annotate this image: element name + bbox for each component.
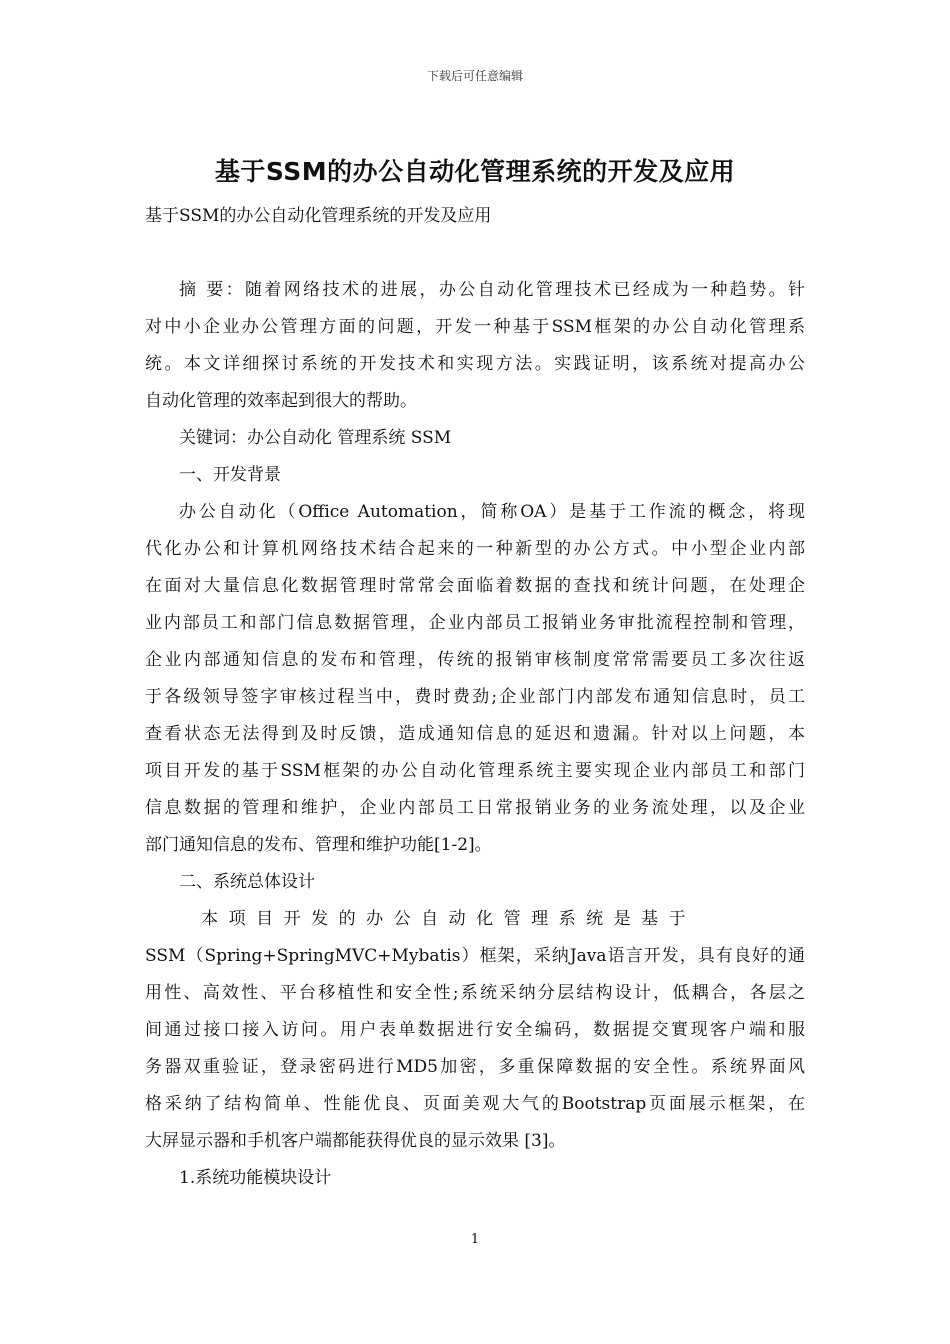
page-number: 1	[470, 1232, 480, 1247]
keywords: 关键词：办公自动化 管理系统 SSM	[179, 428, 452, 448]
header-note: 下载后可任意编辑	[426, 69, 523, 83]
abstract-line: 摘 要：随着网络技术的进展，办公自动化管理技术已经成为一种趋势。针	[179, 280, 805, 300]
paragraph-line: 大屏显示器和手机客户端都能获得优良的显示效果 [3]。	[145, 1131, 566, 1151]
design-paragraph	[145, 901, 805, 1160]
abstract-paragraph	[145, 272, 805, 420]
section-heading-background: 一、开发背景	[179, 465, 281, 485]
paragraph-line: SSM（Spring+SpringMVC+Mybatis）框架，采纳Java语言开发，具有良好的通	[145, 946, 805, 966]
paragraph-line: 代化办公和计算机网络技术结合起来的一种新型的办公方式。中小型企业内部	[145, 539, 805, 559]
subsection-heading-modules: 1.系统功能模块设计	[179, 1168, 332, 1188]
paragraph-line: 项目开发的基于SSM框架的办公自动化管理系统主要实现企业内部员工和部门	[145, 761, 805, 781]
paragraph-line: 查看状态无法得到及时反馈，造成通知信息的延迟和遗漏。针对以上问题，本	[145, 724, 805, 744]
paragraph-line: 本项目开发的办公自动化管理系统是基于	[201, 909, 697, 929]
paragraph-line: 格采纳了结构简单、性能优良、页面美观大气的Bootstrap页面展示框架，在	[145, 1094, 805, 1114]
paragraph-line: 在面对大量信息化数据管理时常常会面临着数据的查找和统计问题，在处理企	[145, 576, 805, 596]
document-subtitle: 基于SSM的办公自动化管理系统的开发及应用	[145, 206, 492, 226]
abstract-line: 统。本文详细探讨系统的开发技术和实现方法。实践证明，该系统对提高办公	[145, 354, 805, 374]
document-title: 基于SSM的办公自动化管理系统的开发及应用	[214, 157, 736, 186]
paragraph-line: 办公自动化（Office Automation，简称OA）是基于工作流的概念，将现	[179, 502, 805, 522]
paragraph-line: 于各级领导签字审核过程当中，费时费劲;企业部门内部发布通知信息时，员工	[145, 687, 805, 707]
paragraph-line: 企业内部通知信息的发布和管理，传统的报销审核制度常常需要员工多次往返	[145, 650, 805, 670]
document-body	[145, 198, 805, 1197]
paragraph-line: 间通过接口接入访问。用户表单数据进行安全编码，数据提交實现客户端和服	[145, 1020, 805, 1040]
abstract-line: 自动化管理的效率起到很大的帮助。	[145, 391, 417, 411]
paragraph-line: 部门通知信息的发布、管理和维护功能[1-2]。	[145, 835, 492, 855]
paragraph-line: 信息数据的管理和维护，企业内部员工日常报销业务的业务流处理，以及企业	[145, 798, 805, 818]
paragraph-line: 用性、高效性、平台移植性和安全性;系统采纳分层结构设计，低耦合，各层之	[145, 983, 805, 1003]
abstract-line: 对中小企业办公管理方面的问题，开发一种基于SSM框架的办公自动化管理系	[145, 317, 805, 337]
paragraph-line: 务器双重验证，登录密码进行MD5加密，多重保障数据的安全性。系统界面风	[145, 1057, 805, 1077]
section-heading-design: 二、系统总体设计	[179, 872, 315, 892]
paragraph-line: 业内部员工和部门信息数据管理，企业内部员工报销业务审批流程控制和管理，	[145, 613, 805, 633]
background-paragraph	[145, 494, 805, 864]
